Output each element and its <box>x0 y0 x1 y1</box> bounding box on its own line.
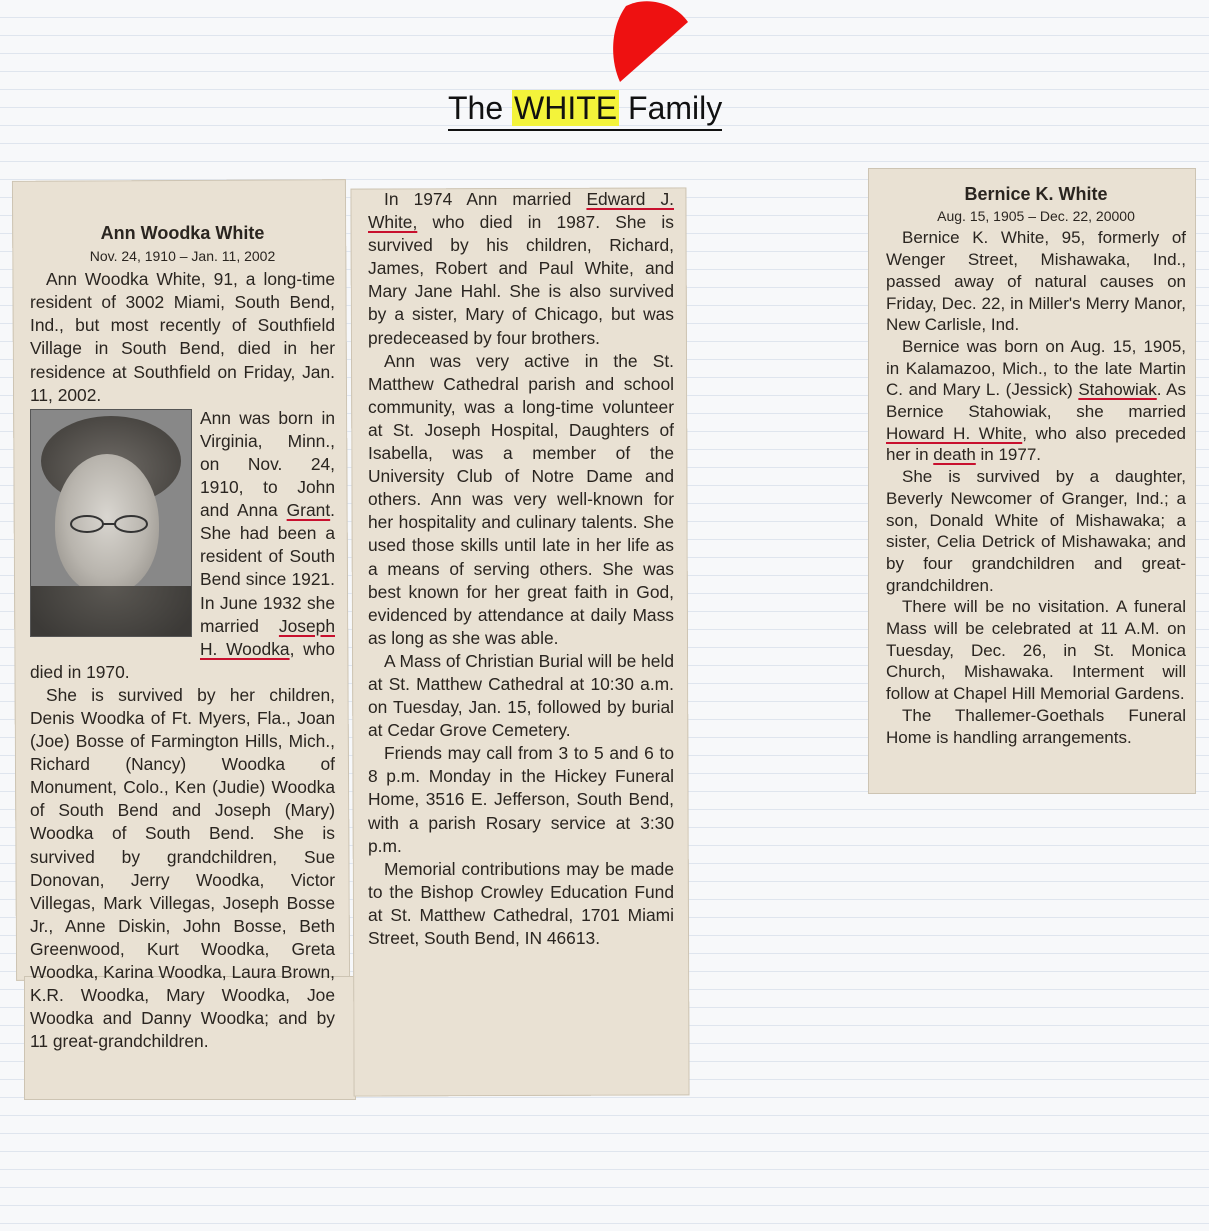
glasses-icon <box>69 514 149 534</box>
obituary-paragraph <box>30 684 335 1054</box>
paragraph-text: . She had been a resident of South Bend since 1921. In June 1932 she married <box>200 500 335 636</box>
underlined-name-edward: Edward J. White, <box>368 189 675 233</box>
paragraph-text: She is survived by a daughter, Beverly Newcomer of Granger, Ind.; a son, Donald White of Mishawaka; a sister, Celia Detrick of Mishawaka; and by four grandchildren and great-grandchildren. <box>886 467 1186 595</box>
page-title <box>448 88 722 131</box>
obituary-ann-column-1 <box>30 222 335 1053</box>
obituary-paragraph <box>886 596 1186 705</box>
photo-shoulders <box>31 586 191 637</box>
underlined-word-death: death <box>933 445 976 465</box>
obituary-dates: Nov. 24, 1910 – Jan. 11, 2002 <box>89 248 276 265</box>
underlined-name-joseph: Joseph H. Woodka <box>200 615 335 659</box>
obituary-paragraph <box>30 407 335 684</box>
title-pre: The <box>448 90 513 126</box>
paragraph-text: There will be no visitation. A funeral Mass will be celebrated at 11 A.M. on Tuesday, Dec. 26, in St. Monica Church, Mishawaka. Interment will follow at Chapel Hill Memorial Gardens. <box>886 597 1186 704</box>
obituary-paragraph <box>368 350 674 650</box>
obituary-dates: Aug. 15, 1905 – Dec. 22, 20000 <box>937 207 1135 224</box>
obituary-paragraph <box>886 336 1186 466</box>
obituary-paragraph <box>368 188 674 350</box>
paragraph-text: in 1977. <box>975 445 1042 465</box>
obituary-name: Bernice K. White <box>964 184 1108 204</box>
obituary-paragraph <box>30 268 335 407</box>
obituary-paragraph <box>368 742 674 857</box>
obituary-bernice-column <box>886 184 1186 748</box>
paragraph-text: She is survived by her children, Denis Woodka of Ft. Myers, Fla., Joan (Joe) Bosse of Farmington Hills, Mich., Richard (Nancy) Woodka of Monument, Colo., Ken (Judie) Woodka of South Bend and Joseph (Mary) Woodka of South Bend. She is survived by grandchildren, Sue Donovan, Jerry Woodka, Victor Villegas, Mark Villegas, Joseph Bosse Jr., Anne Diskin, John Bosse, Beth Greenwood, Kurt Woodka, Greta Woodka, Karina Woodka, Laura Brown, K.R. Woodka, Mary Woodka, Joe Woodka and Danny Woodka; and by 11 great-grandchildren. <box>30 684 335 1052</box>
obituary-paragraph <box>886 227 1186 336</box>
obituary-name: Ann Woodka White <box>100 223 265 243</box>
paragraph-text: Memorial contributions may be made to the Bishop Crowley Education Fund at St. Matthew Cathedral, 1701 Miami Street, South Bend, IN 46613. <box>368 858 674 948</box>
underlined-name-stahowiak: Stahowiak <box>1078 380 1157 400</box>
obituary-paragraph <box>886 466 1186 596</box>
paragraph-text: Ann was born in Virginia, Minn., on Nov. 24, 1910, to John and Anna <box>200 407 335 521</box>
paragraph-text: A Mass of Christian Burial will be held at St. Matthew Cathedral at 10:30 a.m. on Tuesday, Jan. 15, followed by burial at Cedar Grove Cemetery. <box>368 650 674 741</box>
paragraph-text: Ann was very active in the St. Matthew Cathedral parish and school community, was a long-time volunteer at St. Joseph Hospital, Daughters of Isabella, was a member of the University Club of Notre Dame and others. Ann was very well-known for her hospitality and culinary talents. She used those skills until late in her life as a means of serving others. She was best known for her great faith in God, evidenced by attendance at daily Mass as long as she was able. <box>368 350 674 648</box>
obituary-paragraph <box>368 650 674 742</box>
paragraph-text: Bernice K. White, 95, formerly of Wenger Street, Mishawaka, Ind., passed away of natural causes on Friday, Dec. 22, in Miller's Merry Manor, New Carlisle, Ind. <box>886 228 1186 335</box>
title-highlight: WHITE <box>514 90 618 126</box>
obituary-ann-column-2 <box>368 188 674 950</box>
obituary-paragraph <box>886 705 1186 748</box>
paragraph-text: In 1974 Ann married <box>384 189 587 209</box>
underlined-name-howard: Howard H. White <box>886 423 1023 443</box>
title-post: Family <box>619 90 723 126</box>
paragraph-text: The Thallemer-Goethals Funeral Home is handling arrangements. <box>886 705 1186 747</box>
paragraph-text: Friends may call from 3 to 5 and 6 to 8 p.m. Monday in the Hickey Funeral Home, 3516 E. Jefferson, South Bend, with a parish Rosary service at 3:30 p.m. <box>368 743 674 856</box>
underlined-name-grant: Grant <box>286 500 331 521</box>
paragraph-text: , who died in 1970. <box>30 638 335 682</box>
paragraph-text: Bernice was born on Aug. 15, 1905, in Kalamazoo, Mich., to the late Martin C. and Mary L. (Jessick) <box>886 336 1186 400</box>
paragraph-text: . As Bernice Stahowiak, she married <box>886 380 1186 422</box>
paragraph-text: Ann Woodka White, 91, a long-time resident of 3002 Miami, South Bend, Ind., but most recently of Southfield Village in South Bend, died in her residence at Southfield on Friday, Jan. 11, 2002. <box>30 269 335 405</box>
portrait-photo <box>30 409 192 637</box>
obituary-paragraph <box>368 858 674 950</box>
paragraph-text: , who also preceded her in <box>886 423 1187 465</box>
red-sticker-dot <box>612 0 692 84</box>
paragraph-text: who died in 1987. She is survived by his children, Richard, James, Robert and Paul White, and Mary Jane Hahl. She is also survived by a sister, Mary of Chicago, but was predeceased by four brothers. <box>368 212 674 348</box>
